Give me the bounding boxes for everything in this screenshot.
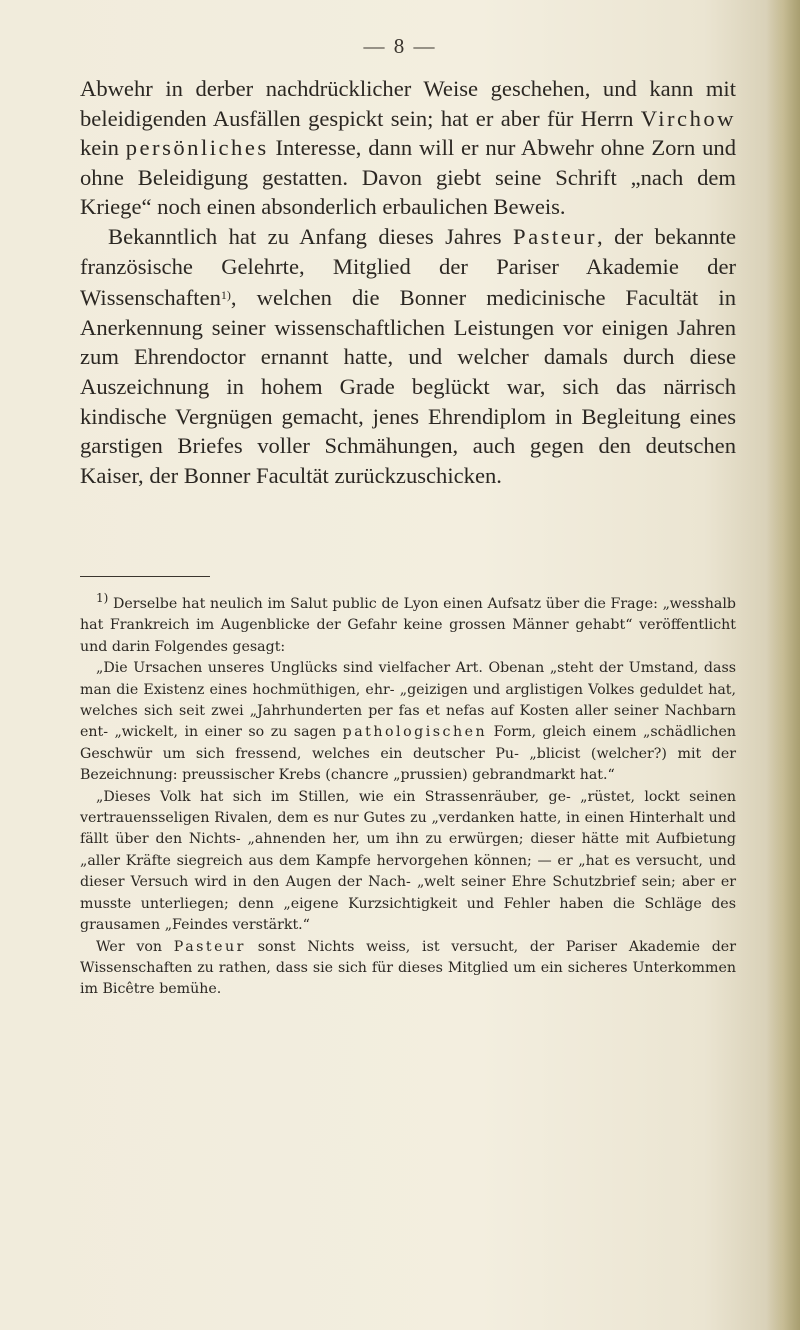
paragraph-1-end: Interesse, dann will er nur Abwehr ohne Zorn und ohne Beleidigung gestatten. Davon giebt seine Schrift „nach dem Kriege“ noch einen absonderlich erbaulichen Beweis. (80, 135, 736, 220)
paragraph-2-end: , welchen die Bonner medicinische Facultät in Anerkennung seiner wissenschaftlichen Leistungen vor einigen Jahren zum Ehrendoctor ernannt hatte, und welcher damals durch diese Auszeichnung in hohem Grade beglückt war, sich das närrisch kindische Vergnügen gemacht, jenes Ehrendiplom in Begleitung eines garstigen Briefes voller Schmähungen, auch gegen den deutschen Kaiser, der Bonner Facultät zurückzuschicken. (80, 285, 736, 488)
footnote-quote-1 (80, 658, 736, 786)
paragraph-2 (80, 222, 736, 490)
footnote-intro (80, 588, 736, 658)
paragraph-1 (80, 74, 736, 222)
paragraph-1-text: Abwehr in derber nachdrücklicher Weise geschehen, und kann mit beleidigenden Ausfällen gespickt sein; hat er aber für Herrn (80, 76, 736, 131)
footnote-marker: 1) (96, 591, 109, 605)
paragraph-2-mid: , der bekannte französische Gelehrte, Mitglied der Pariser Akademie der Wissenschaften (80, 223, 737, 311)
footnote-closing-start: Wer von (96, 938, 174, 955)
page-number: — 8 — (363, 34, 437, 58)
footnote-quote-2: „Dieses Volk hat sich im Stillen, wie ein Strassenräuber, ge- „rüstet, lockt seinen vertrauensseligen Rivalen, dem es nur Gutes zu „verdanken hatte, in einen Hinterhalt und fällt über den Nichts- „ahnenden her, um ihn zu erwürgen; dieser hätte mit Aufbietung „aller Kräfte siegreich aus dem Kampfe hervorgehen können; — er „hat es versucht, und dieser Versuch wird in den Augen der Nach- „welt seiner Ehre Schutzbrief sein; aber er musste unterliegen; denn „eigene Kurzsichtigkeit und Fehler haben die Schläge des grausamen „Feindes verstärkt.“ (80, 788, 736, 934)
name-pasteur-closing: Pasteur (173, 938, 246, 955)
footnote (80, 588, 736, 1001)
footnote-intro-text: Derselbe hat neulich im Salut public de Lyon einen Aufsatz über die Frage: „wesshalb hat Frankreich im Augenblicke der Gefahr keine grossen Männer gehabt“ veröffentlicht und darin Folgendes gesagt: (80, 596, 736, 655)
footnote-quote-1-end: Form, gleich einem „schädlichen Geschwür um sich fressend, welches ein deutscher Pu- „blicist (welcher?) mit der Bezeichnung: preussischer Krebs (chancre „prussien) gebrandmarkt hat.“ (80, 724, 736, 784)
footnote-quote-1-start: „Die Ursachen unseres Unglücks sind vielfacher Art. Obenan „steht der Umstand, dass man die Existenz eines hochmüthigen, ehr- „geizigen und arglistigen Volkes geduldet hat, welches sich seit zwei „Jahrhunderten per fas et nefas auf Kosten aller seiner Nachbarn ent- „wickelt, in einer so zu sagen (80, 660, 736, 741)
emphasis-pathologischen: pathologischen (342, 724, 488, 741)
footnote-reference[interactable]: 1) (220, 288, 231, 303)
name-pasteur: Pasteur (513, 223, 598, 249)
paragraph-2-start: Bekanntlich hat zu Anfang dieses Jahres (108, 223, 514, 249)
footnote-closing-end: sonst Nichts weiss, ist versucht, der Pariser Akademie der Wissenschaften zu rathen, dass sie sich für dieses Mitglied um ein sicheres Unterkommen im Bicêtre bemühe. (80, 938, 736, 998)
page-edge-shadow (766, 0, 800, 1330)
footnote-divider (80, 576, 210, 577)
name-virchow: Virchow (640, 105, 736, 131)
paragraph-1-mid: kein (80, 135, 126, 161)
footnote-closing (80, 937, 736, 1001)
emphasis-persoenliches: persönliches (125, 135, 269, 161)
main-text (80, 74, 736, 490)
